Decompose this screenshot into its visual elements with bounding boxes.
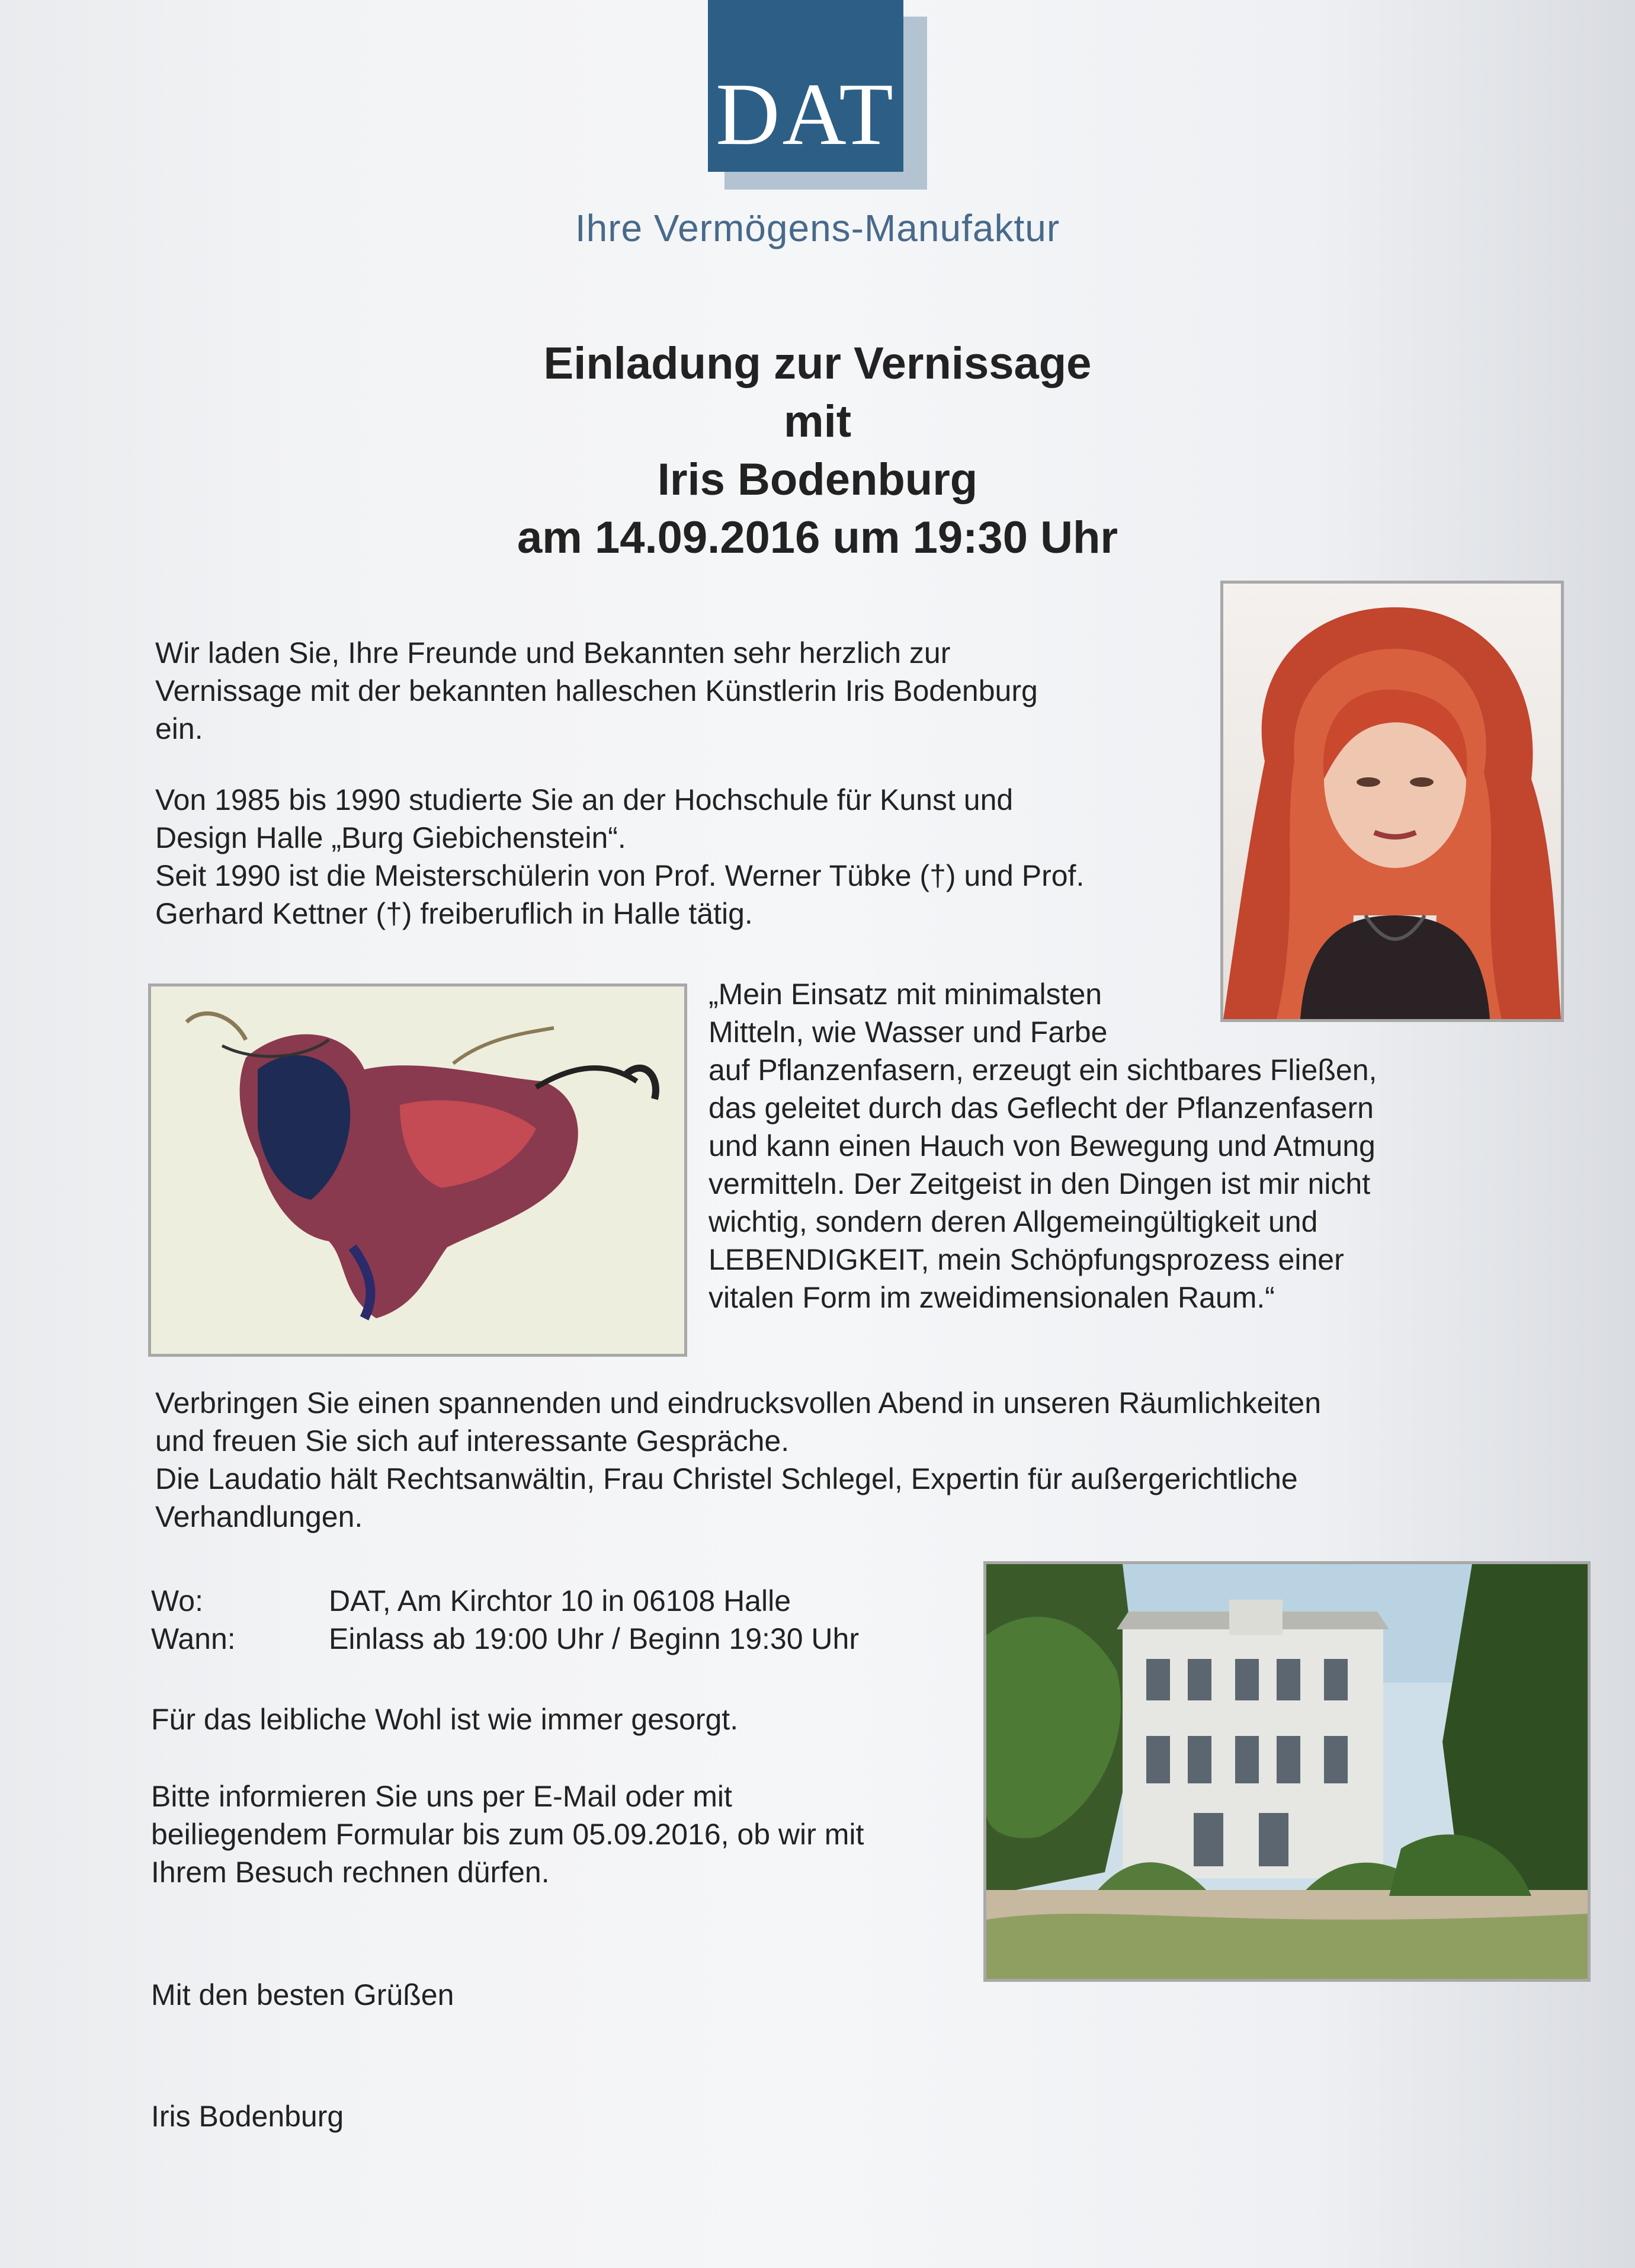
quote-line-3: auf Pflanzenfasern, erzeugt ein sichtbares Fließen, (708, 1053, 1377, 1087)
dat-logo (708, 0, 927, 190)
where-row (151, 1582, 980, 1620)
evening-line-1: Verbringen Sie einen spannenden und eindrucksvollen Abend in unseren Räumlichkeiten (155, 1386, 1322, 1420)
intro-line-1: Wir laden Sie, Ihre Freunde und Bekannten sehr herzlich zur (155, 636, 951, 669)
quote-line-1: „Mein Einsatz mit minimalsten (708, 978, 1102, 1011)
artist-portrait-photo (1220, 581, 1564, 1022)
when-row (151, 1620, 980, 1658)
logo-text: DAT (716, 65, 896, 164)
quote-line-2: Mitteln, wie Wasser und Farbe (708, 1016, 1108, 1049)
title-line-3: Iris Bodenburg (657, 454, 978, 505)
quote-line-5: und kann einen Hauch von Bewegung und Atmung (708, 1129, 1376, 1162)
where-value: DAT, Am Kirchtor 10 in 06108 Halle (329, 1584, 791, 1617)
evening-paragraph (155, 1384, 1506, 1536)
bio-paragraph (155, 781, 1216, 933)
title-line-1: Einladung zur Vernissage (543, 338, 1092, 389)
bio-line-4: Gerhard Kettner (†) freiberuflich in Halle tätig. (155, 897, 753, 930)
rsvp-paragraph (151, 1777, 980, 1891)
signature-name: Iris Bodenburg (151, 2100, 344, 2133)
quote-line-7: wichtig, sondern deren Allgemeingültigkeit und (708, 1205, 1318, 1238)
bull-painting-image (148, 984, 687, 1357)
intro-line-2: Vernissage mit der bekannten halleschen Künstlerin Iris Bodenburg (155, 674, 1038, 707)
bio-line-3: Seit 1990 ist die Meisterschülerin von Prof. Werner Tübke (†) und Prof. (155, 859, 1085, 892)
quote-line-4: das geleitet durch das Geflecht der Pflanzenfasern (708, 1091, 1374, 1125)
artist-quote (708, 975, 1479, 1316)
event-details (151, 1582, 980, 1658)
intro-paragraph (155, 634, 1210, 748)
rsvp-line-1: Bitte informieren Sie uns per E-Mail oder mit (151, 1780, 732, 1813)
tagline: Ihre Vermögens-Manufaktur (575, 207, 1060, 249)
evening-line-2: und freuen Sie sich auf interessante Gespräche. (155, 1424, 790, 1457)
evening-line-3: Die Laudatio hält Rechtsanwältin, Frau Christel Schlegel, Expertin für außergerichtliche (155, 1462, 1298, 1495)
catering-note: Für das leibliche Wohl ist wie immer gesorgt. (151, 1703, 739, 1736)
venue-villa-photo (983, 1561, 1591, 1982)
rsvp-line-2: beiliegendem Formular bis zum 05.09.2016, ob wir mit (151, 1818, 864, 1851)
invitation-title (0, 335, 1635, 567)
bio-line-2: Design Halle „Burg Giebichenstein“. (155, 821, 626, 854)
title-line-2: mit (784, 396, 851, 447)
rsvp-line-3: Ihrem Besuch rechnen dürfen. (151, 1856, 550, 1889)
where-label: Wo: (151, 1584, 203, 1617)
when-value: Einlass ab 19:00 Uhr / Beginn 19:30 Uhr (329, 1622, 859, 1655)
quote-line-8: LEBENDIGKEIT, mein Schöpfungsprozess einer (708, 1243, 1344, 1276)
bio-line-1: Von 1985 bis 1990 studierte Sie an der Hochschule für Kunst und (155, 783, 1014, 816)
evening-line-4: Verhandlungen. (155, 1500, 363, 1533)
quote-line-9: vitalen Form im zweidimensionalen Raum.“ (708, 1281, 1275, 1314)
when-label: Wann: (151, 1622, 236, 1655)
title-line-4: am 14.09.2016 um 19:30 Uhr (517, 512, 1118, 563)
intro-line-3: ein. (155, 712, 203, 745)
quote-line-6: vermitteln. Der Zeitgeist in den Dingen ist mir nicht (708, 1167, 1371, 1200)
logo-block (708, 0, 903, 172)
closing-greeting: Mit den besten Grüßen (151, 1978, 454, 2011)
